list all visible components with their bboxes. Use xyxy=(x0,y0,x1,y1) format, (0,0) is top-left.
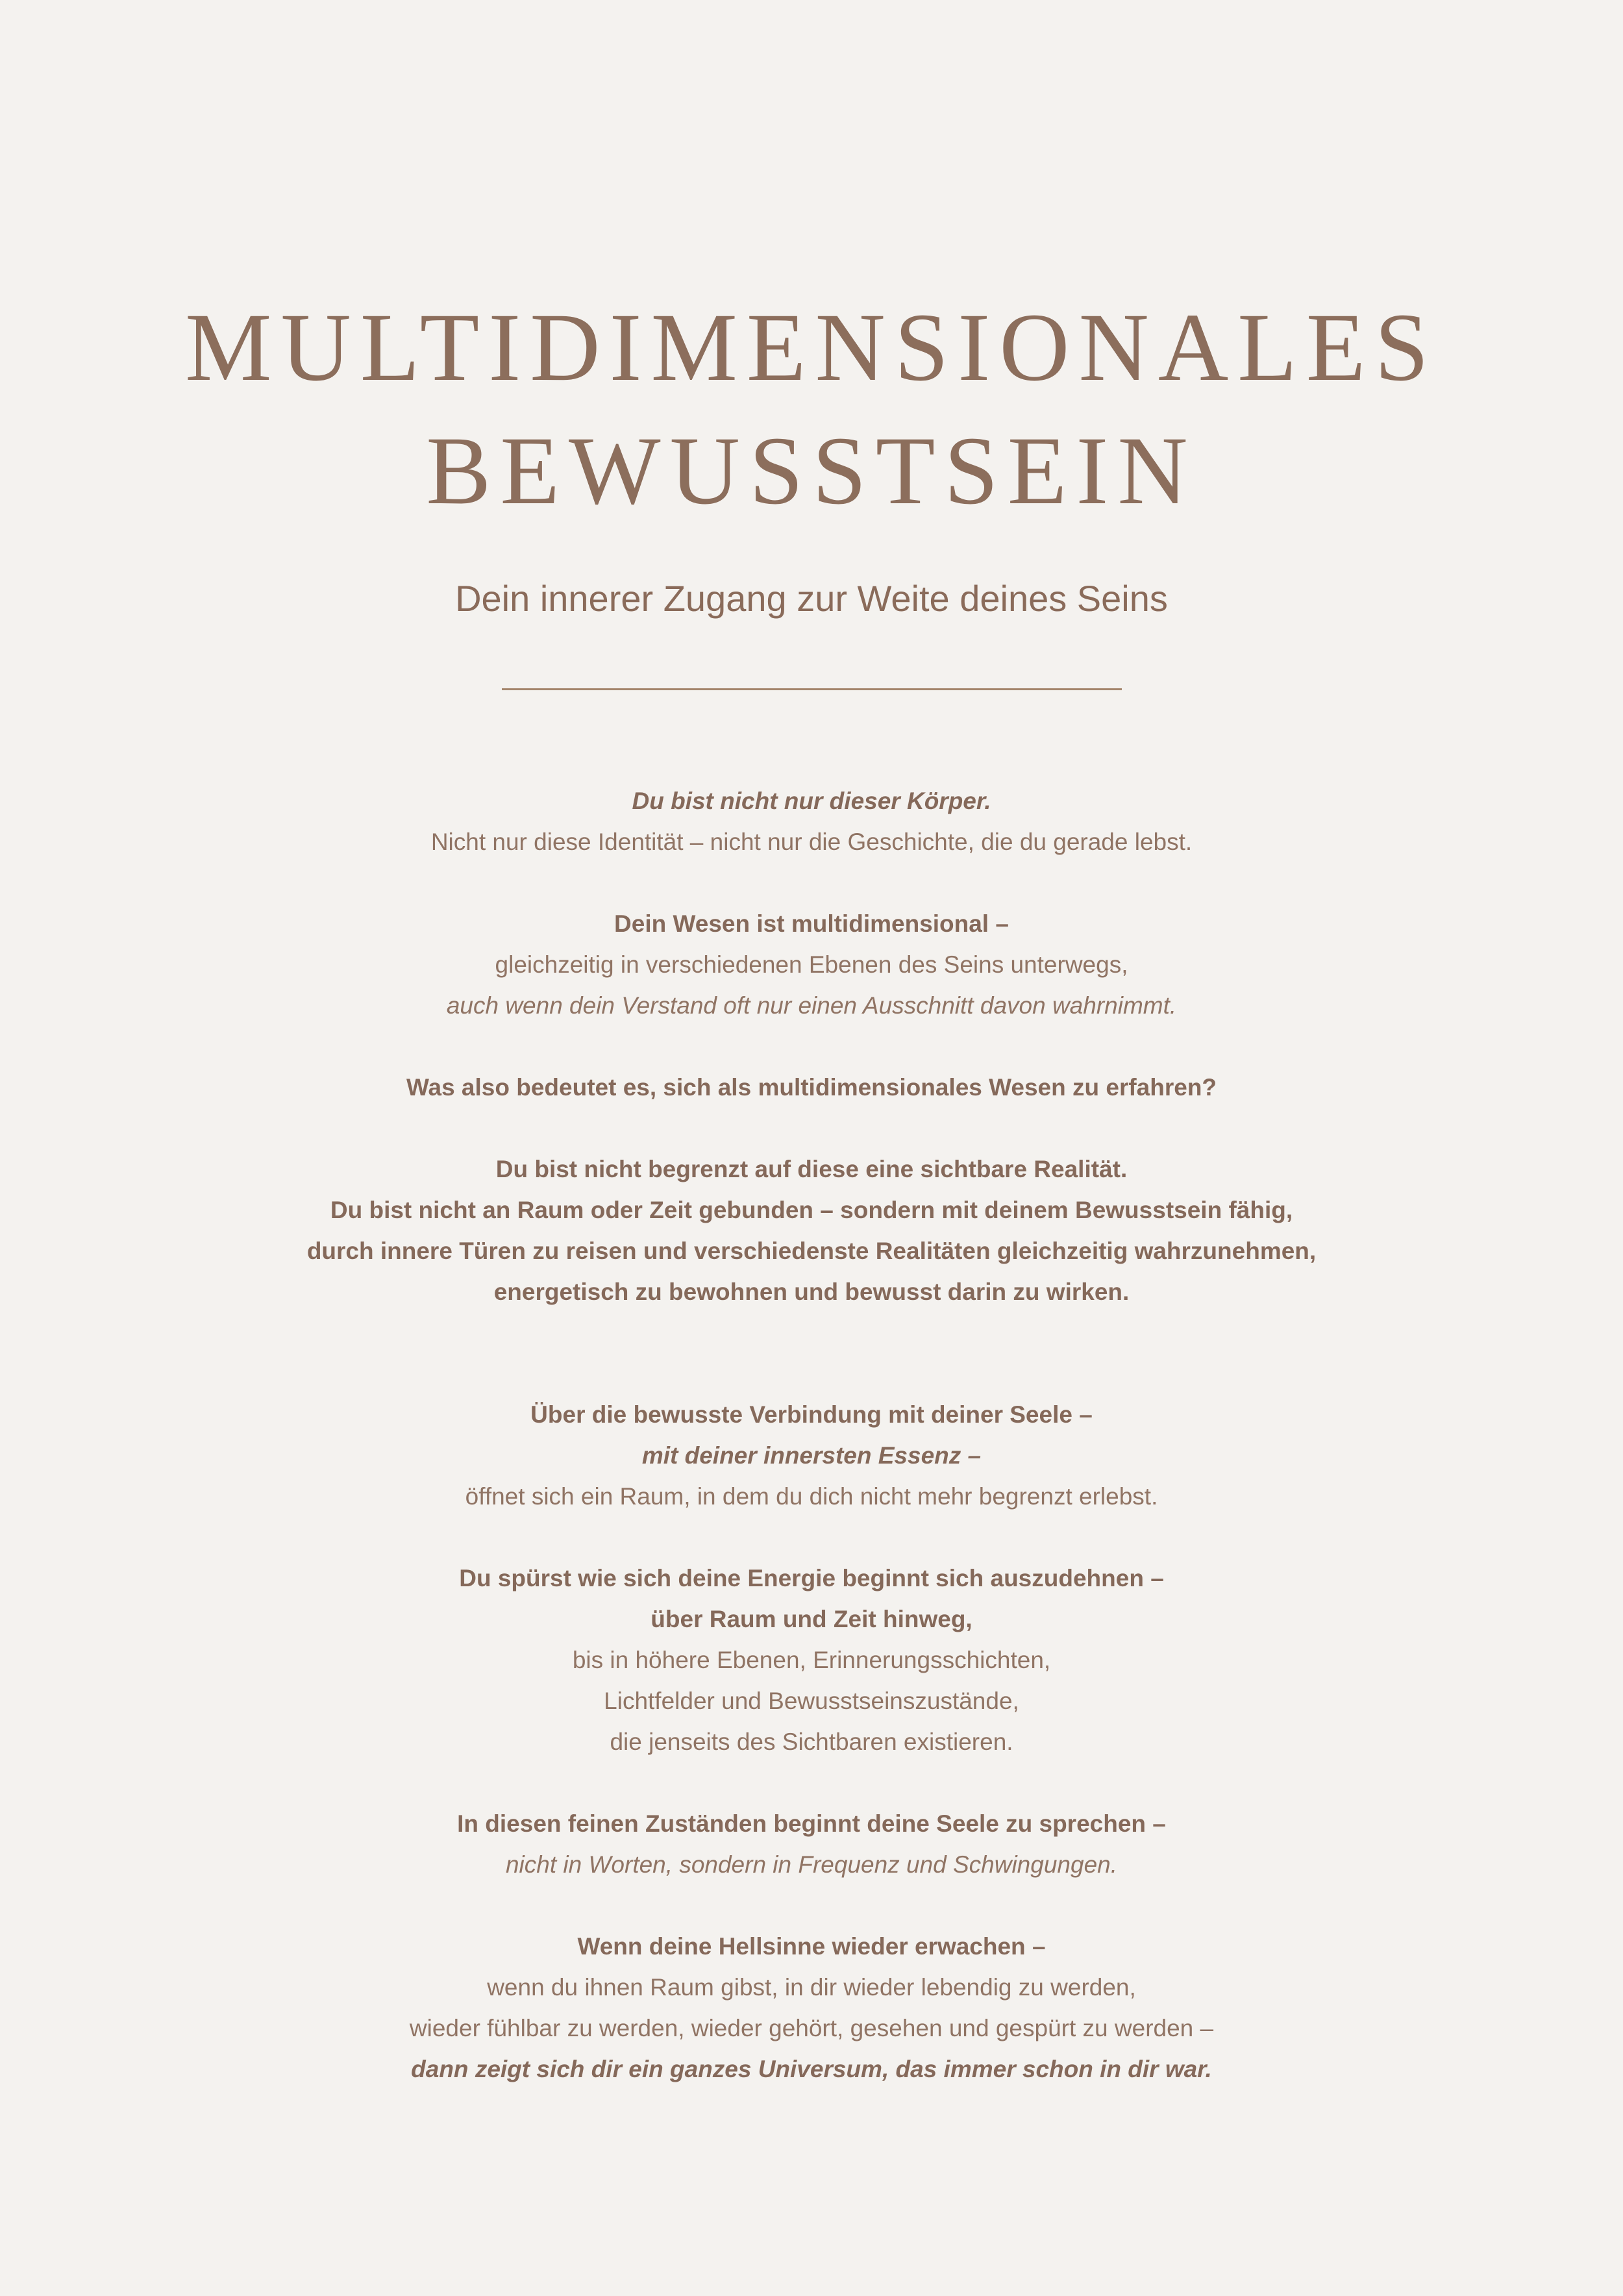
text-line: nicht in Worten, sondern in Frequenz und Schwingungen. xyxy=(505,1851,1118,1878)
text-block xyxy=(0,1394,1623,1517)
text-block xyxy=(0,1803,1623,1885)
text-block xyxy=(0,1926,1623,2090)
text-line: durch innere Türen zu reisen und verschiedenste Realitäten gleichzeitig wahrzunehmen, xyxy=(306,1238,1317,1264)
text-line: gleichzeitig in verschiedenen Ebenen des Seins unterwegs, xyxy=(495,951,1128,978)
text-line: In diesen feinen Zuständen beginnt deine Seele zu sprechen – xyxy=(457,1810,1166,1837)
text-line: energetisch zu bewohnen und bewusst darin zu wirken. xyxy=(493,1279,1130,1305)
title-line-1: MULTIDIMENSIONALES xyxy=(185,293,1438,401)
text-line: Du bist nicht begrenzt auf diese eine sichtbare Realität. xyxy=(495,1156,1128,1182)
text-line: Dein Wesen ist multidimensional – xyxy=(614,910,1009,937)
text-line: die jenseits des Sichtbaren existieren. xyxy=(610,1728,1013,1755)
title-line-2: BEWUSSTSEIN xyxy=(426,417,1197,525)
text-line: über Raum und Zeit hinweg, xyxy=(650,1606,973,1632)
text-line: dann zeigt sich dir ein ganzes Universum, das immer schon in dir war. xyxy=(411,2056,1212,2082)
text-block xyxy=(0,1558,1623,1762)
text-line: wieder fühlbar zu werden, wieder gehört, gesehen und gespürt zu werden – xyxy=(409,2015,1214,2041)
text-block xyxy=(0,780,1623,862)
text-block xyxy=(0,1067,1623,1108)
subtitle: Dein innerer Zugang zur Weite deines Seins xyxy=(455,578,1168,619)
text-line: Wenn deine Hellsinne wieder erwachen – xyxy=(577,1933,1046,1960)
text-line: wenn du ihnen Raum gibst, in dir wieder lebendig zu werden, xyxy=(487,1974,1136,2001)
text-line: Du bist nicht an Raum oder Zeit gebunden – sondern mit deinem Bewusstsein fähig, xyxy=(330,1197,1293,1223)
text-line: Du spürst wie sich deine Energie beginnt sich auszudehnen – xyxy=(459,1565,1164,1591)
text-line: bis in höhere Ebenen, Erinnerungsschichten, xyxy=(572,1647,1051,1673)
divider-line xyxy=(502,688,1122,690)
text-block xyxy=(0,1149,1623,1312)
text-line: Über die bewusste Verbindung mit deiner Seele – xyxy=(530,1401,1093,1428)
text-line: Was also bedeutet es, sich als multidimensionales Wesen zu erfahren? xyxy=(406,1074,1217,1101)
text-line: Nicht nur diese Identität – nicht nur die Geschichte, die du gerade lebst. xyxy=(430,829,1193,855)
text-line: Lichtfelder und Bewusstseinszustände, xyxy=(604,1688,1019,1714)
text-line: Du bist nicht nur dieser Körper. xyxy=(632,788,991,814)
text-block xyxy=(0,903,1623,1026)
text-line: auch wenn dein Verstand oft nur einen Ausschnitt davon wahrnimmt. xyxy=(446,992,1177,1019)
text-line: öffnet sich ein Raum, in dem du dich nicht mehr begrenzt erlebst. xyxy=(465,1483,1158,1510)
text-line: mit deiner innersten Essenz – xyxy=(641,1442,982,1469)
